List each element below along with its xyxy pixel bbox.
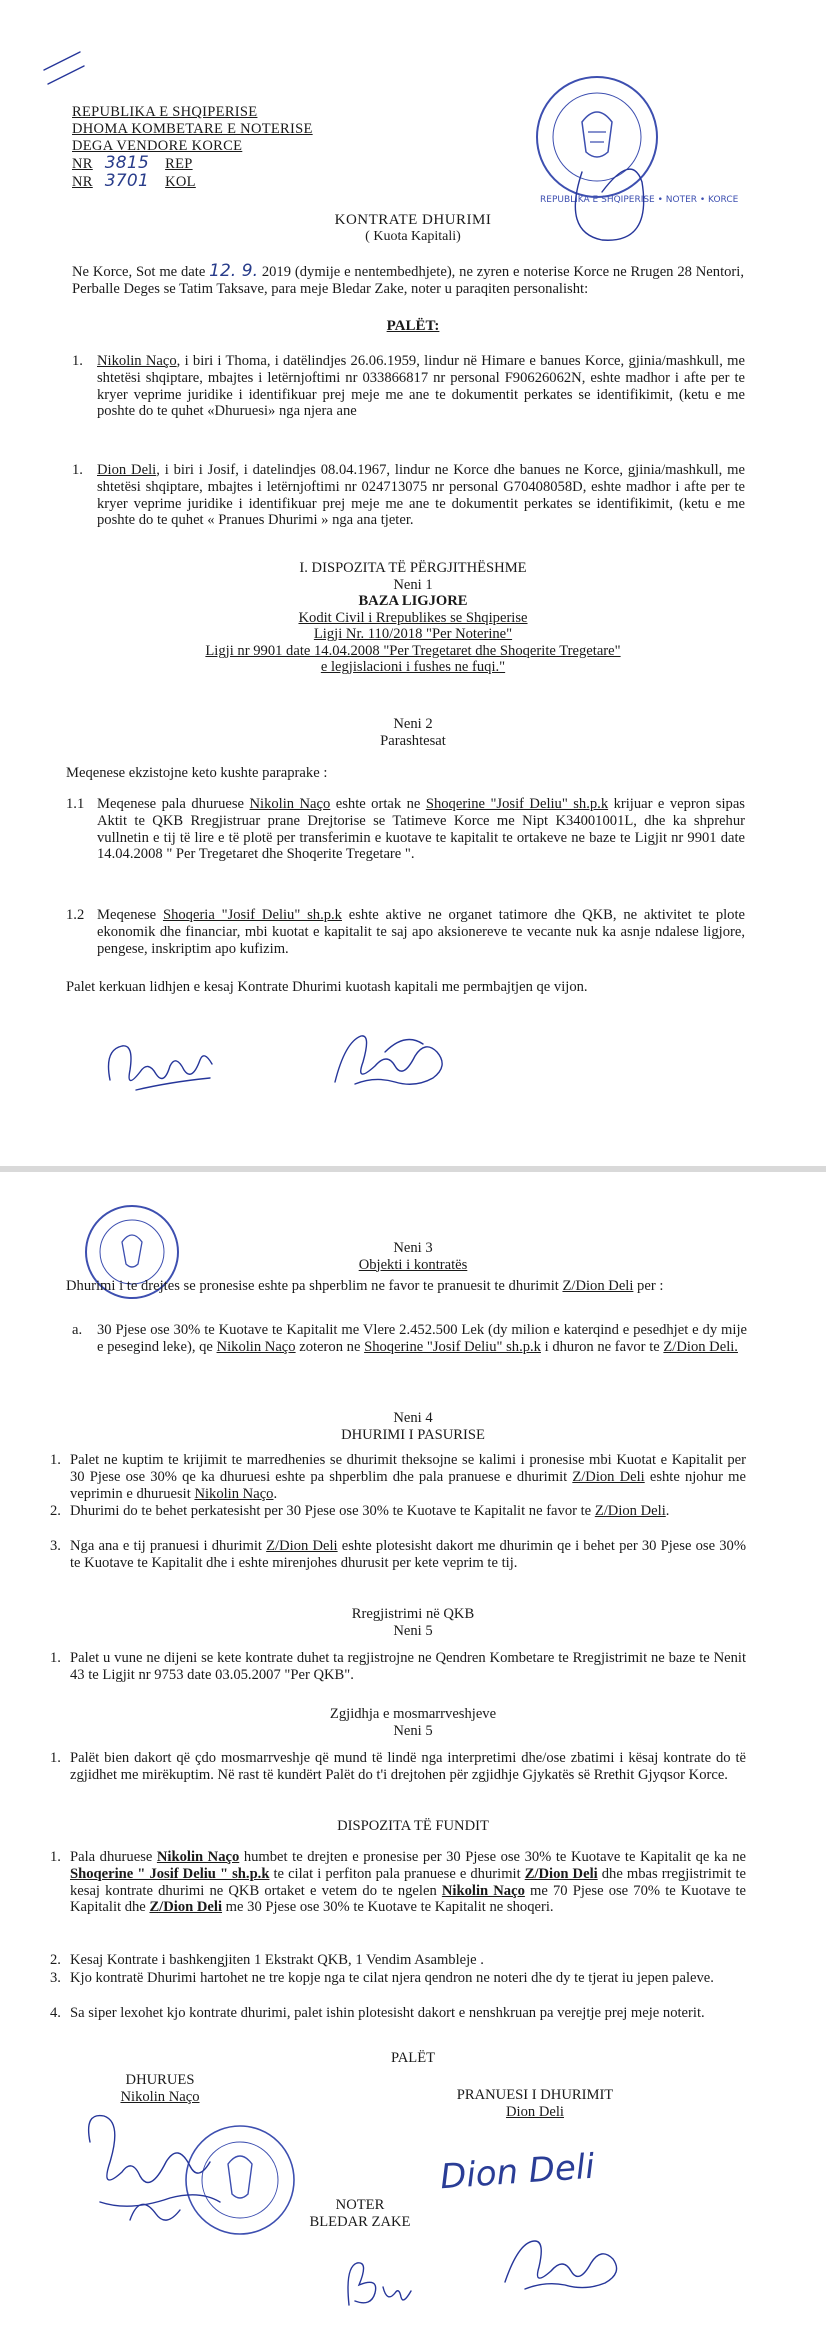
stamp-text: REPUBLIKA E SHQIPERISE • NOTER • KORCE [540,195,739,205]
d2-number: 2. [50,1503,61,1519]
donation-clause-3: Nga ana e tij pranuesi i dhurimit Z/Dion Deli eshte plotesisht dakort me dhurimin qe i behet per 30 Pjese ose 30% te Kuotave te Kapitalit dhe i eshte mirenjohes dhurusit per kete veprim te tij. [70,1538,746,1571]
law-notary: Ligji Nr. 110/2018 "Per Noterine" [313,626,513,642]
item-a-number: a. [72,1322,83,1338]
intro-paragraph: Ne Korce, Sot me date 12. 9. 2019 (dymije e nentembedhjete), ne zyren e noterise Korce ne Rrugen 28 Nentori, Perballe Deges se Tatim Taksave, para meje Bledar Zake, noter u paraqiten personalisht: [72,261,744,297]
neni4-label: Neni 4 [393,1410,433,1426]
z1-number: 1. [50,1750,61,1766]
law-traders: Ligji nr 9901 date 14.04.2008 "Per Tregetaret dhe Shoqerite Tregetare" [205,642,621,659]
margin-mark-icon [40,40,90,100]
header-republic: REPUBLIKA E SHQIPERISE [72,104,258,120]
final-clause-4: Sa siper lexohet kjo kontrate dhurimi, palet ishin plotesisht dakort e nenshkruan pa verejtje prej meje noterit. [70,2005,705,2021]
neni5a-label: Neni 5 [393,1622,433,1639]
header-nr-kol: NR 3701 KOL [72,171,196,191]
disputes-block [0,1706,826,1739]
donor-signature-block [80,2072,240,2105]
d3-number: 3. [50,1538,61,1554]
notary-label: NOTER [335,2197,385,2213]
document-page-2 [0,1172,826,2338]
condition-1-1: Meqenese pala dhuruese Nikolin Naço eshte ortak ne Shoqerine "Josif Deliu" sh.p.k krijuar e vepron sipas Aktit te QKB Rregjistruar prane Drejtorise se Tatimeve Korce me Nipt K34001001L, dhe ka shprehur vullnetin e tij të lire e të plotë per transferimin e kuotave te kapitalit te ortakeve ne baze te Ligjit nr 9901 date 14.04.2008 " Per Tregetaret dhe Shoqerite Tregetare ". [97,796,745,863]
disputes-title: Zgjidhja e mosmarrveshjeve [329,1706,497,1722]
document-title: KONTRATE DHURIMI [334,212,492,228]
section1-title: I. DISPOZITA TË PËRGJITHËSHME [299,560,527,576]
f4-number: 4. [50,2005,61,2021]
condition-1-2-number: 1.2 [66,907,85,923]
notary-block [260,2197,460,2230]
donor-name: Nikolin Naço [120,2088,200,2105]
neni2-label: Neni 2 [393,716,433,732]
parties-heading: PALËT: [386,318,440,334]
law-civil-code: Kodit Civil i Rrepublikes se Shqiperise [298,609,528,626]
neni2-block [0,716,826,750]
object-paragraph: Dhurimi i te drejtes se pronesise eshte pa shperblim ne favor te pranuesit te dhurimit Z/Dion Deli per : [66,1278,664,1294]
neni1-label: Neni 1 [393,576,433,593]
condition-1-2: Meqenese Shoqeria "Josif Deliu" sh.p.k eshte aktive ne organet tatimore dhe QKB, ne aktivitet te plote ekonomik dhe financiar, mbi kuotat e kapitalit te saj apo aksionereve te vecante nuk ka asnje ndalese ligjore, pengese, inskriptim apo kufizim. [97,907,745,957]
object-title: Objekti i kontratës [358,1256,468,1273]
donation-clause-2: Dhurimi do te behet perkatesisht per 30 Pjese ose 30% te Kuotave te Kapitalit ne favor te Z/Dion Deli. [70,1503,670,1519]
final-clause-2: Kesaj Kontrate i bashkengjiten 1 Ekstrakt QKB, 1 Vendim Asambleje . [70,1952,484,1968]
neni3-label: Neni 3 [393,1240,433,1256]
party1-number: 1. [72,353,83,369]
f2-number: 2. [50,1952,61,1968]
f3-number: 3. [50,1970,61,1986]
neni3-block [0,1240,826,1273]
party1-paragraph: Nikolin Naço, i biri i Thoma, i datëlindjes 26.06.1959, lindur në Himare e banues Korce, gjinia/mashkull, me shtetësi shqiptare, mbajtes i letërnjoftimi nr 033866817 nr personal F90626062N, eshte madhor i afte per te kryer veprime juridike i identifikuar prej meje me ane te dokumentit perkates se identifikimit, (ketu e me poshte do te quhet «Dhuruesi» nga njera ane [97,353,745,420]
closing-paragraph: Palet kerkuan lidhjen e kesaj Kontrate Dhurimi kuotash kapitali me permbajtjen qe vijon. [66,979,588,995]
receiver-label: PRANUESI I DHURIMIT [456,2087,614,2103]
parties-signature-heading: PALËT [390,2050,436,2066]
donation-clause-1: Palet ne kuptim te krijimit te marredhenies se dhurimit theksojne se kalimi i pronesise mbi Kuotat e Kapitalit per 30 Pjese ose 30% qe ka dhuruesi eshte pa shperblim dhe pala pranuese e dhurimit Z/Dion Deli eshte njohur me veprimin e dhuruesit Nikolin Naço. [70,1452,746,1502]
receiver-name: Dion Deli [506,2103,564,2120]
prerequisites-title: Parashtesat [380,733,446,749]
signature-receiver-page1 [315,1022,475,1102]
d1-number: 1. [50,1452,61,1468]
registration-block [0,1606,826,1639]
document-subtitle: ( Kuota Kapitali) [365,229,461,244]
final-clause-1: Pala dhuruese Nikolin Naço humbet te drejten e pronesise per 30 Pjese ose 30% te Kuotave te Kapitalit qe ka ne Shoqerine " Josif Deliu " sh.p.k te cilat i perfiton pala pranuese e dhurimit Z/Dion Deli dhe mbas rregjistrimit te kesaj kontrate dhurimi ne QKB ortaket e vetem do te ngelen Nikolin Naço me 70 Pjese ose 70% te Kuotave te Kapitalit dhe Z/Dion Deli me 30 Pjese ose 30% te Kuotave te Kapitalit ne shoqeri. [70,1849,747,1916]
registration-title: Rregjistrimi në QKB [351,1606,475,1622]
final-clause-3: Kjo kontratë Dhurimi hartohet ne tre kopje nga te cilat njera qendron ne noteri dhe dy te tjerat iu jepen paleve. [70,1970,714,1986]
neni5b-label: Neni 5 [393,1722,433,1739]
header-nr-rep: NR 3815 REP [72,153,193,173]
final-provisions-title: DISPOZITA TË FUNDIT [337,1818,489,1834]
document-page-1 [0,0,826,1166]
signature-notary [335,2247,425,2317]
signature-receiver [495,2227,645,2302]
party2-paragraph: Dion Deli, i biri i Josif, i datelindjes 08.04.1967, lindur ne Korce dhe banues ne Korce, gjinia/mashkull, me shtetësi shqiptare, mbajtes i letërnjoftimi nr 024713075 nr personal G70408058D, eshte madhor i afte per te kryer veprime juridike i identifikuar prej meje me ane te dokumentit perkates se identifikimit, (ketu e me poshte do te quhet « Pranues Dhurimi » nga ana tjeter. [97,462,745,529]
legal-basis-title: BAZA LIGJORE [358,593,468,609]
registration-clause: Palet u vune ne dijeni se kete kontrate duhet ta regjistrojne ne Qendren Kombetare te Rregjistrimit ne baze te Nenit 43 te Ligjit nr 9753 date 03.05.2007 "Per QKB". [70,1650,746,1683]
donation-title: DHURIMI I PASURISE [341,1426,485,1443]
handwritten-date: 12. 9. [209,261,258,281]
general-provisions [0,560,826,676]
law-legislation: e legjislacioni i fushes ne fuqi." [320,659,506,675]
donor-label: DHURUES [125,2072,195,2088]
notary-name: BLEDAR ZAKE [309,2213,411,2230]
conditions-intro: Meqenese ekzistojne keto kushte paraprake : [66,765,328,781]
r1-number: 1. [50,1650,61,1666]
party2-number: 1. [72,462,83,478]
condition-1-1-number: 1.1 [66,796,85,812]
f1-number: 1. [50,1849,61,1865]
neni4-block [0,1410,826,1443]
item-a: 30 Pjese ose 30% te Kuotave te Kapitalit me Vlere 2.452.500 Lek (dy milion e katerqind e pesedhjet e dy mije e pesegind leke), qe Nikolin Naço zoteron ne Shoqerine "Josif Deliu" sh.p.k i dhuron ne favor te Z/Dion Deli. [97,1322,747,1355]
disputes-clause: Palët bien dakort që çdo mosmarrveshje që mund të lindë nga interpretimi dhe/ose zbatimi i kësaj kontrate do të zgjidhet me mirëkuptim. Në rast të kundërt Palët do t'i drejtohen për zgjidhje Gjykatës së Rrethit Gjyqsor Korce. [70,1750,746,1783]
header-branch: DEGA VENDORE KORCE [72,138,243,154]
header-chamber: DHOMA KOMBETARE E NOTERISE [72,121,313,137]
handwritten-receiver-name: Dion Deli [438,2146,596,2198]
signature-donor-page1 [100,1020,240,1100]
receiver-signature-block [430,2087,640,2120]
